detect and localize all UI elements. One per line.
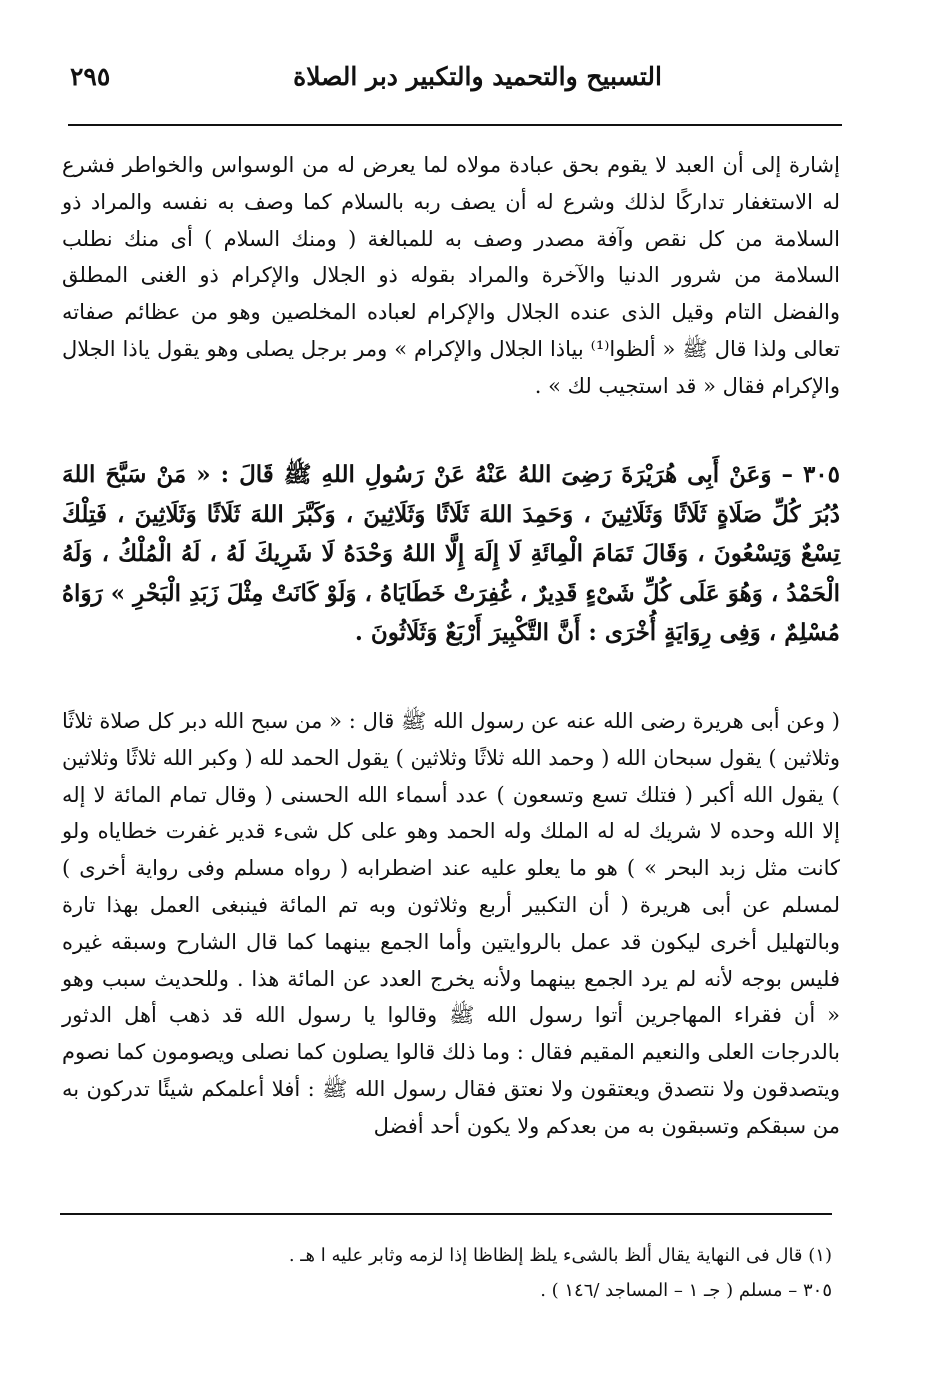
page-number: ٢٩٥	[70, 62, 111, 91]
footnote-rule	[60, 1213, 832, 1215]
footnote-source: ٣٠٥ – مسلم ( جـ ١ – المساجد /١٤٦ ) .	[540, 1280, 832, 1301]
header-rule	[68, 124, 842, 126]
hadith-text-305	[62, 455, 840, 653]
footnotes	[60, 1238, 832, 1308]
commentary-paragraph-1	[62, 147, 840, 405]
running-header	[70, 62, 842, 106]
paragraph-text: ( وعن أبى هريرة رضى الله عنه عن رسول الله ﷺ قال : « من سبح الله دبر كل صلاة ثلاثًا وثلاثين ) يقول سبحان الله ( وحمد الله ثلاثًا وثلاثين ) يقول الحمد لله ( وكبر الله ثلاثًا وثلاثين ) يقول الله أكبر ( فتلك تسع وتسعون ) عدد أسماء الله الحسنى ( وقال تمام المائة لا إله إلا الله وحده لا شريك له له الملك وله الحمد وهو على كل شىء قدير غفرت خطاياه ولو كانت مثل زبد البحر » ) هو ما يعلو عليه عند اضطرابه ( رواه مسلم وفى رواية أخرى ) لمسلم عن أبى هريرة ( أن التكبير أربع وثلاثون وبه تم المائة فينبغى العمل بهذا تارة وبالتهليل أخرى ليكون قد عمل بالروايتين وأما الجمع بينهما كما قال الشارح وسبقه غيره فليس بوجه لأنه لم يرد الجمع بينهما ولأنه يخرج العدد عن المائة هذا . وللحديث سبب وهو « أن فقراء المهاجرين أتوا رسول الله ﷺ وقالوا يا رسول الله قد ذهب أهل الدثور بالدرجات العلى والنعيم المقيم فقال : وما ذلك قالوا يصلون كما نصلى ويصومون كما نصوم ويتصدقون ولا نتصدق ويعتقون ولا نعتق فقال رسول الله ﷺ : أفلا أعلمكم شيئًا تدركون به من سبقكم وتسبقون به من بعدكم ولا يكون أحد أفضل	[62, 709, 840, 1138]
footnote-1: (١) قال فى النهاية يقال ألظ بالشىء يلظ إلظاظا إذا لزمه وثابر عليه ا هـ .	[288, 1245, 832, 1266]
commentary-paragraph-2	[62, 703, 840, 1145]
paragraph-text: إشارة إلى أن العبد لا يقوم بحق عبادة مولاه لما يعرض له من الوسواس والخواطر فشرع له الاستغفار تداركًا لذلك وشرع له أن يصف ربه بالسلام كما وصف به نفسه والمراد ذو السلامة من كل نقص وآفة مصدر وصف به للمبالغة ( ومنك السلام ) أى منك نطلب السلامة من شرور الدنيا والآخرة والمراد بقوله ذو الجلال والإكرام ذو الغنى المطلق والفضل التام وقيل الذى عنده الجلال والإكرام لعباده المخلصين وهو من عظائم صفاته تعالى ولذا قال ﷺ « ألظوا⁽¹⁾ بياذا الجلال والإكرام » ومر برجل يصلى وهو يقول ياذا الجلال والإكرام فقال « قد استجيب لك » .	[62, 153, 840, 398]
paragraph-text: ٣٠٥ – وَعَنْ أَبِى هُرَيْرَةَ رَضِىَ اللهُ عَنْهُ عَنْ رَسُولِ اللهِ ﷺ قَالَ : « مَنْ سَبَّحَ اللهَ دُبُرَ كُلِّ صَلَاةٍ ثَلَاثًا وَثَلَاثِينَ ، وَحَمِدَ اللهَ ثَلَاثًا وَثَلَاثِينَ ، وَكَبَّرَ اللهَ ثَلَاثًا وَثَلَاثِينَ ، فَتِلْكَ تِسْعٌ وَتِسْعُونَ ، وَقَالَ تَمَامَ الْمِائَةِ لَا إِلَهَ إِلَّا اللهُ وَحْدَهُ لَا شَرِيكَ لَهُ ، لَهُ الْمُلْكُ ، وَلَهُ الْحَمْدُ ، وَهُوَ عَلَى كُلِّ شَىْءٍ قَدِيرٌ ، غُفِرَتْ خَطَايَاهُ ، وَلَوْ كَانَتْ مِثْلَ زَبَدِ الْبَحْرِ » رَوَاهُ مُسْلِمٌ ، وَفِى رِوَايَةٍ أُخْرَى : أَنَّ التَّكْبِيرَ أَرْبَعٌ وَثَلَاثُونَ .	[62, 461, 840, 646]
chapter-title: التسبيح والتحميد والتكبير دبر الصلاة	[293, 62, 662, 91]
